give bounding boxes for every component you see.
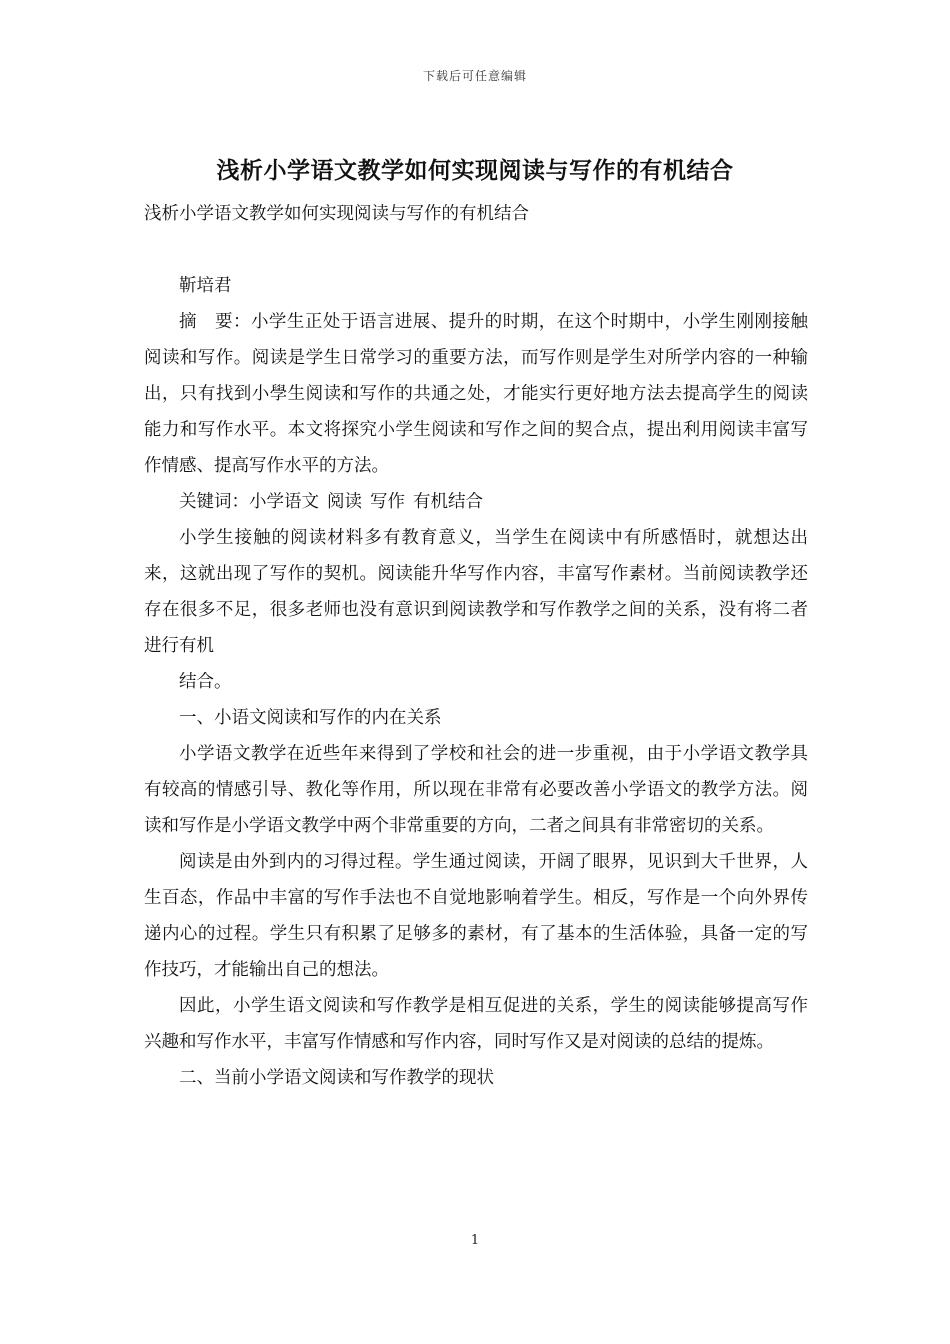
keyword-item: 小学语文 (249, 492, 319, 512)
abstract-paragraph: 摘 要：小学生正处于语言进展、提升的时期，在这个时期中，小学生刚刚接触阅读和写作。阅读是学生日常学习的重要方法，而写作则是学生对所学内容的一种输出，只有找到小學生阅读和写作的共通之处，才能实行更好地方法去提高学生的阅读能力和写作水平。本文将探究小学生阅读和写作之间的契合点，提出利用阅读丰富写作情感、提高写作水平的方法。 (144, 312, 808, 476)
section-heading-1: 一、小语文阅读和写作的内在关系 (179, 708, 442, 728)
section1-paragraph: 小学语文教学在近些年来得到了学校和社会的进一步重视，由于小学语文教学具有较高的情感引导、教化等作用，所以现在非常有必要改善小学语文的教学方法。阅读和写作是小学语文教学中两个非常重要的方向，二者之间具有非常密切的关系。 (144, 744, 808, 836)
keywords-line (144, 484, 808, 520)
keywords-label: 关键词： (179, 492, 249, 512)
section1-paragraph: 阅读是由外到内的习得过程。学生通过阅读，开阔了眼界，见识到大千世界，人生百态，作品中丰富的写作手法也不自觉地影响着学生。相反，写作是一个向外界传递内心的过程。学生只有积累了足够多的素材，有了基本的生活体验，具备一定的写作技巧，才能输出自己的想法。 (144, 852, 808, 980)
document-body (144, 196, 808, 1096)
keyword-item: 阅读 (327, 492, 362, 512)
section-heading-2: 二、当前小学语文阅读和写作教学的现状 (179, 1068, 494, 1088)
keyword-item: 写作 (370, 492, 405, 512)
section1-paragraph: 因此，小学生语文阅读和写作教学是相互促进的关系，学生的阅读能够提高写作兴趣和写作水平，丰富写作情感和写作内容，同时写作又是对阅读的总结的提炼。 (144, 996, 808, 1052)
document-subtitle: 浅析小学语文教学如何实现阅读与写作的有机结合 (144, 204, 529, 224)
keyword-item: 有机结合 (413, 492, 483, 512)
intro-paragraph: 小学生接触的阅读材料多有教育意义，当学生在阅读中有所感悟时，就想达出来，这就出现了写作的契机。阅读能升华写作内容，丰富写作素材。当前阅读教学还存在很多不足，很多老师也没有意识到阅读教学和写作教学之间的关系，没有将二者进行有机 (144, 528, 808, 656)
header-note: 下载后可任意编辑 (422, 69, 527, 83)
intro-paragraph-tail: 结合。 (179, 672, 232, 692)
page-number: 1 (470, 1233, 480, 1248)
document-title: 浅析小学语文教学如何实现阅读与写作的有机结合 (216, 158, 734, 184)
author-name: 靳培君 (179, 276, 232, 296)
